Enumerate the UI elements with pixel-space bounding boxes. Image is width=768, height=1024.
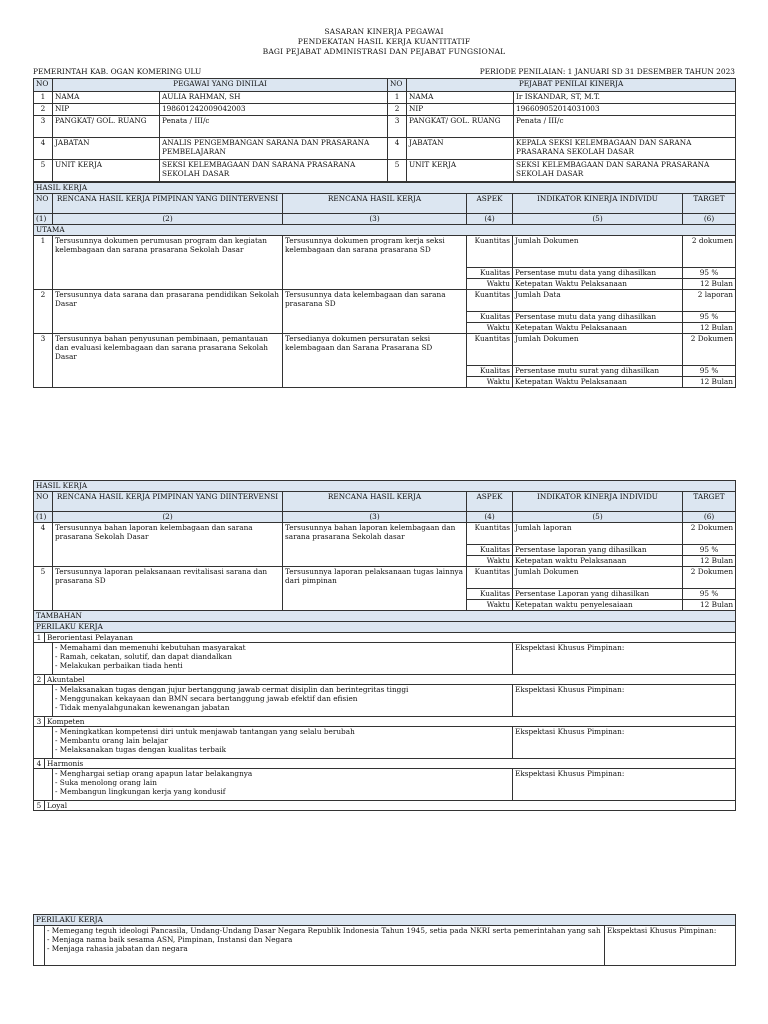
perilaku-bullet: - Menjaga rahasia jabatan dan negara	[47, 944, 188, 953]
hasil-target: 12 Bulan	[683, 377, 736, 388]
hasil-aspek: Kuantitas	[467, 334, 513, 366]
hasil-aspek: Kualitas	[467, 268, 513, 279]
hasil-indikator: Persentase laporan yang dihasilkan	[513, 545, 683, 556]
hasil-no: 2	[34, 290, 53, 334]
id-no: 1	[388, 92, 407, 104]
hasil-aspek: Kuantitas	[467, 523, 513, 545]
perilaku-bullet: - Ramah, cekatan, solutif, dan dapat diandalkan	[55, 652, 232, 661]
hasil-indikator: Ketepatan waktu Pelaksanaan	[513, 556, 683, 567]
id-no: 3	[388, 116, 407, 138]
col-number: (2)	[53, 512, 283, 523]
id-label: PANGKAT/ GOL. RUANG	[407, 116, 514, 138]
hasil-indikator: Ketepatan waktu penyelesaiaan	[513, 600, 683, 611]
hasil-indikator: Persentase Laporan yang dihasilkan	[513, 589, 683, 600]
id-pegawai-value: Penata / III/c	[160, 116, 388, 138]
id-penilai-value: 196609052014031003	[514, 104, 736, 116]
col-number: (3)	[283, 214, 467, 225]
perilaku-no: 5	[34, 801, 45, 811]
id-penilai-value: SEKSI KELEMBAGAAN DAN SARANA PRASARANA SEKOLAH DASAR	[514, 160, 736, 182]
meta-row	[33, 67, 735, 77]
perilaku-title: Kompeten	[45, 717, 736, 727]
perilaku-bullet: - Memahami dan memenuhi kebutuhan masyarakat	[55, 643, 246, 652]
pegawai-header: PEGAWAI YANG DINILAI	[53, 79, 388, 92]
perilaku-bullet: - Membantu orang lain belajar	[55, 736, 168, 745]
hasil-no: 4	[34, 523, 53, 567]
perilaku-bullets	[53, 769, 513, 801]
col-number: (2)	[53, 214, 283, 225]
id-no: 2	[34, 104, 53, 116]
perilaku-table-3	[33, 914, 736, 966]
hasil-rencana: Tersusunnya laporan pelaksanaan tugas lainnya dari pimpinan	[283, 567, 467, 611]
tambahan-label: TAMBAHAN	[34, 611, 736, 622]
hasil-target: 95 %	[683, 589, 736, 600]
col-number: (1)	[34, 214, 53, 225]
hasil-indikator: Persentase mutu data yang dihasilkan	[513, 268, 683, 279]
hasil-aspek: Kuantitas	[467, 567, 513, 589]
hasil-target: 2 Dokumen	[683, 567, 736, 589]
perilaku-bullet: - Menjaga nama baik sesama ASN, Pimpinan, Instansi dan Negara	[47, 935, 293, 944]
id-label: NIP	[53, 104, 160, 116]
col-header: RENCANA HASIL KERJA	[283, 194, 467, 214]
page-break	[0, 388, 768, 480]
hasil-indikator: Jumlah Data	[513, 290, 683, 312]
perilaku-title: Berorientasi Pelayanan	[45, 633, 736, 643]
col-number: (4)	[467, 512, 513, 523]
col-header: INDIKATOR KINERJA INDIVIDU	[513, 492, 683, 512]
id-pegawai-value: SEKSI KELEMBAGAAN DAN SARANA PRASARANA SEKOLAH DASAR	[160, 160, 388, 182]
hasil-rencana: Tersusunnya bahan laporan kelembagaan dan sarana prasarana Sekolah dasar	[283, 523, 467, 567]
hasil-target: 95 %	[683, 545, 736, 556]
hasil-aspek: Kuantitas	[467, 290, 513, 312]
col-header: ASPEK	[467, 194, 513, 214]
id-penilai-value: Penata / III/c	[514, 116, 736, 138]
hasil-target: 2 Dokumen	[683, 523, 736, 545]
doc-title-3: BAGI PEJABAT ADMINISTRASI DAN PEJABAT FUNGSIONAL	[262, 47, 506, 56]
ekspektasi-label: Ekspektasi Khusus Pimpinan:	[513, 769, 736, 801]
hasil-indikator: Jumlah Dokumen	[513, 236, 683, 268]
perilaku-bullet: - Melaksanakan tugas dengan kualitas terbaik	[55, 745, 227, 754]
perilaku-bullet: - Menggunakan kekayaan dan BMN secara bertanggung jawab efektif dan efisien	[55, 694, 358, 703]
col-header: NO	[34, 194, 53, 214]
utama-label: UTAMA	[34, 225, 736, 236]
instansi-label: PEMERINTAH KAB. OGAN KOMERING ULU	[33, 67, 202, 76]
perilaku-bullet: - Memegang teguh ideologi Pancasila, Undang-Undang Dasar Negara Republik Indonesia Tahun 1945, setia pada NKRI serta pemerintahan yang sah	[47, 926, 601, 935]
hasil-rencana: Tersusunnya data kelembagaan dan sarana prasarana SD	[283, 290, 467, 334]
id-no: 4	[388, 138, 407, 160]
ekspektasi-label: Ekspektasi Khusus Pimpinan:	[513, 685, 736, 717]
hasil-target: 12 Bulan	[683, 556, 736, 567]
id-no: 5	[34, 160, 53, 182]
hasil-aspek: Waktu	[467, 600, 513, 611]
col-number: (6)	[683, 512, 736, 523]
perilaku-bullets	[53, 727, 513, 759]
id-label: UNIT KERJA	[53, 160, 160, 182]
perilaku-bullet: - Suka menolong orang lain	[55, 778, 157, 787]
hasil-target: 2 laporan	[683, 290, 736, 312]
perilaku-bullet: - Melaksanakan tugas dengan jujur bertanggung jawab cermat disiplin dan berintegritas tinggi	[55, 685, 409, 694]
hasil-indikator: Jumlah laporan	[513, 523, 683, 545]
hasil-target: 12 Bulan	[683, 279, 736, 290]
hasil-aspek: Waktu	[467, 556, 513, 567]
col-number: (1)	[34, 512, 53, 523]
col-number: (5)	[513, 214, 683, 225]
doc-title-2: PENDEKATAN HASIL KERJA KUANTITATIF	[297, 37, 471, 46]
perilaku-bullets	[53, 685, 513, 717]
id-label: NIP	[407, 104, 514, 116]
id-pegawai-value: 198601242009042003	[160, 104, 388, 116]
col-number: (5)	[513, 512, 683, 523]
perilaku-section-label: PERILAKU KERJA	[34, 622, 736, 633]
col-number: (3)	[283, 512, 467, 523]
penilai-header: PEJABAT PENILAI KINERJA	[407, 79, 736, 92]
hasil-target: 95 %	[683, 366, 736, 377]
hasil-no: 3	[34, 334, 53, 388]
hasil-pimpinan: Tersusunnya dokumen perumusan program dan kegiatan kelembagaan dan sarana prasarana Sekolah Dasar	[53, 236, 283, 290]
hasil-target: 12 Bulan	[683, 323, 736, 334]
hasil-indikator: Jumlah Dokumen	[513, 334, 683, 366]
document-header	[0, 0, 768, 57]
perilaku-no: 3	[34, 717, 45, 727]
id-label: NAMA	[407, 92, 514, 104]
col-header: RENCANA HASIL KERJA PIMPINAN YANG DIINTERVENSI	[53, 492, 283, 512]
perilaku-bullets	[53, 643, 513, 675]
hasil-aspek: Kuantitas	[467, 236, 513, 268]
hasil-indikator: Ketepatan Waktu Pelaksanaan	[513, 323, 683, 334]
ekspektasi-label: Ekspektasi Khusus Pimpinan:	[513, 727, 736, 759]
id-no: 4	[34, 138, 53, 160]
id-label: JABATAN	[407, 138, 514, 160]
hasil-kerja-table-1	[33, 182, 736, 388]
perilaku-no: 4	[34, 759, 45, 769]
col-number: (4)	[467, 214, 513, 225]
id-penilai-value: KEPALA SEKSI KELEMBAGAAN DAN SARANA PRASARANA SEKOLAH DASAR	[514, 138, 736, 160]
col-header: RENCANA HASIL KERJA	[283, 492, 467, 512]
id-pegawai-value: ANALIS PENGEMBANGAN SARANA DAN PRASARANA PEMBELAJARAN	[160, 138, 388, 160]
id-label: JABATAN	[53, 138, 160, 160]
ekspektasi-label: Ekspektasi Khusus Pimpinan:	[513, 643, 736, 675]
id-no: 5	[388, 160, 407, 182]
hasil-section-label: HASIL KERJA	[34, 183, 736, 194]
hasil-kerja-table-2	[33, 480, 736, 811]
id-no: 1	[34, 92, 53, 104]
perilaku-bullet: - Tidak menyalahgunakan kewenangan jabatan	[55, 703, 230, 712]
hasil-target: 2 Dokumen	[683, 334, 736, 366]
col-header: ASPEK	[467, 492, 513, 512]
id-no: 3	[34, 116, 53, 138]
ekspektasi-label: Ekspektasi Khusus Pimpinan:	[605, 926, 736, 966]
id-no-header-2: NO	[388, 79, 407, 92]
hasil-aspek: Kualitas	[467, 366, 513, 377]
page-break	[0, 811, 768, 914]
hasil-aspek: Waktu	[467, 323, 513, 334]
id-label: NAMA	[53, 92, 160, 104]
doc-title-1: SASARAN KINERJA PEGAWAI	[324, 27, 444, 36]
id-no-header: NO	[34, 79, 53, 92]
id-penilai-value: Ir ISKANDAR, ST, M.T.	[514, 92, 736, 104]
perilaku-no: 1	[34, 633, 45, 643]
col-header: TARGET	[683, 492, 736, 512]
hasil-section-label: HASIL KERJA	[34, 481, 736, 492]
hasil-rencana: Tersedianya dokumen persuratan seksi kelembagaan dan Sarana Prasarana SD	[283, 334, 467, 388]
hasil-target: 2 dokumen	[683, 236, 736, 268]
col-header: NO	[34, 492, 53, 512]
col-header: RENCANA HASIL KERJA PIMPINAN YANG DIINTERVENSI	[53, 194, 283, 214]
hasil-indikator: Jumlah Dokumen	[513, 567, 683, 589]
perilaku-bullet: - Membangun lingkungan kerja yang kondusif	[55, 787, 226, 796]
hasil-aspek: Kualitas	[467, 545, 513, 556]
id-no: 2	[388, 104, 407, 116]
perilaku-bullet: - Melakukan perbaikan tiada henti	[55, 661, 183, 670]
hasil-pimpinan: Tersusunnya bahan penyusunan pembinaan, pemantauan dan evaluasi kelembagaan dan sarana prasarana Sekolah Dasar	[53, 334, 283, 388]
col-number: (6)	[683, 214, 736, 225]
hasil-aspek: Kualitas	[467, 312, 513, 323]
id-label: UNIT KERJA	[407, 160, 514, 182]
hasil-no: 1	[34, 236, 53, 290]
hasil-pimpinan: Tersusunnya bahan laporan kelembagaan dan sarana prasarana Sekolah Dasar	[53, 523, 283, 567]
perilaku-no: 2	[34, 675, 45, 685]
id-label: PANGKAT/ GOL. RUANG	[53, 116, 160, 138]
hasil-aspek: Kualitas	[467, 589, 513, 600]
perilaku-title: Harmonis	[45, 759, 736, 769]
hasil-aspek: Waktu	[467, 279, 513, 290]
hasil-target: 95 %	[683, 312, 736, 323]
hasil-indikator: Ketepatan Waktu Pelaksanaan	[513, 377, 683, 388]
hasil-rencana: Tersusunnya dokumen program kerja seksi kelembagaan dan sarana prasarana SD	[283, 236, 467, 290]
perilaku-title: Akuntabel	[45, 675, 736, 685]
col-header: INDIKATOR KINERJA INDIVIDU	[513, 194, 683, 214]
identity-table	[33, 78, 736, 182]
hasil-pimpinan: Tersusunnya laporan pelaksanaan revitalisasi sarana dan prasarana SD	[53, 567, 283, 611]
hasil-indikator: Persentase mutu surat yang dihasilkan	[513, 366, 683, 377]
hasil-indikator: Persentase mutu data yang dihasilkan	[513, 312, 683, 323]
perilaku-bullet: - Menghargai setiap orang apapun latar belakangnya	[55, 769, 253, 778]
id-pegawai-value: AULIA RAHMAN, SH	[160, 92, 388, 104]
hasil-aspek: Waktu	[467, 377, 513, 388]
col-header: TARGET	[683, 194, 736, 214]
hasil-pimpinan: Tersusunnya data sarana dan prasarana pendidikan Sekolah Dasar	[53, 290, 283, 334]
hasil-target: 12 Bulan	[683, 600, 736, 611]
perilaku-title: Loyal	[45, 801, 736, 811]
hasil-no: 5	[34, 567, 53, 611]
perilaku-bullet: - Meningkatkan kompetensi diri untuk menjawab tantangan yang selalu berubah	[55, 727, 355, 736]
periode-label: PERIODE PENILAIAN: 1 JANUARI SD 31 DESEMBER TAHUN 2023	[479, 67, 735, 76]
perilaku-bullets	[45, 926, 605, 966]
hasil-indikator: Ketepatan Waktu Pelaksanaan	[513, 279, 683, 290]
perilaku-section-label: PERILAKU KERJA	[34, 915, 736, 926]
hasil-target: 95 %	[683, 268, 736, 279]
